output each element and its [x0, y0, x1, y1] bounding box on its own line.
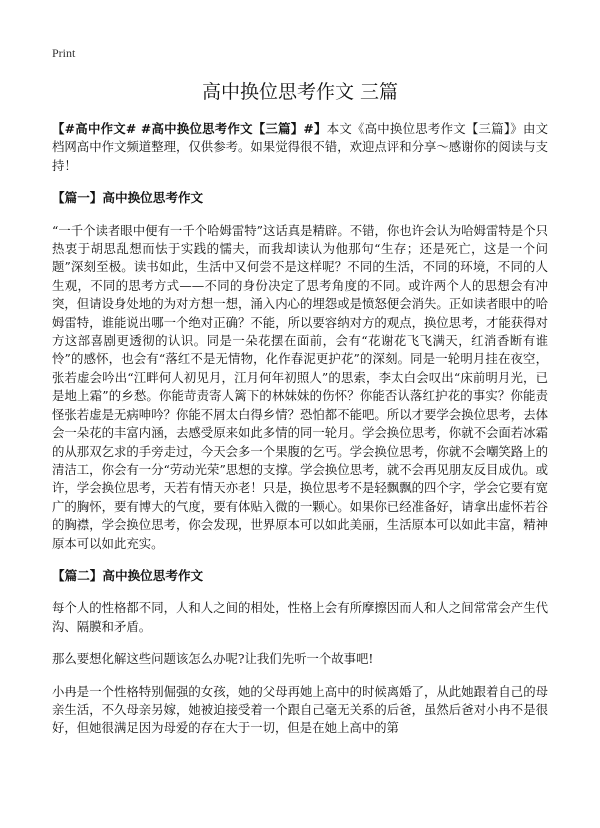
section-2-label: 【篇二】 [52, 567, 103, 583]
section-2-title: 高中换位思考作文 [102, 567, 204, 583]
section-1-body: “一千个读者眼中便有一千个哈姆雷特”这话真是精辟。不错，你也许会认为哈姆雷特是个只热衷于胡思乱想而怯于实践的懦夫，而我却读认为他那句“生存；还是死亡，这是一个问题”深刻至极。读书如此，生活中又何尝不是这样呢？不同的生活，不同的环境，不同的人生观，不同的思考方式——不同的身份决定了思考角度的不同。或许两个人的思想会有冲突，但请设身处地的为对方想一想，涌入内心的埋怨或是愤怒便会消失。正如读者眼中的哈姆雷特，谁能说出哪一个绝对正确？不能，所以要容纳对方的观点，换位思考，才能获得对方这部喜剧更透彻的认识。同是一朵花摆在面前，会有“花谢花飞飞满天，红消香断有谁怜”的感怀，也会有“落红不是无情物，化作春泥更护花”的深刻。同是一轮明月挂在夜空，张若虚会吟出“江畔何人初见月，江月何年初照人”的思索，李太白会叹出“床前明月光，已是地上霜”的乡愁。你能苛责寄人篱下的林妹妹的伤怀？你能否认落红护花的事实？你能责怪张若虚是无病呻吟？你能不屑太白得乡情？恐怕都不能吧。所以才要学会换位思考，去体会一朵花的丰富内涵，去感受原来如此多情的同一轮月。学会换位思考，你就不会面若冰霜的从那双乞求的手旁走过，今天会多一个果腹的乞丐。学会换位思考，你就不会嘲笑路上的清洁工，你会有一分“劳动光荣”思想的支撑。学会换位思考，就不会再见朋友反目成仇。或许，学会换位思考，天若有情天亦老！只是，换位思考不是轻飘飘的四个字，学会它要有宽广的胸怀，要有博大的气度，要有体贴入微的一颗心。如果你已经准备好，请拿出虚怀若谷的胸襟，学会换位思考，你会发现，世界原本可以如此美丽，生活原本可以如此丰富，精神原本可以如此充实。 [52, 222, 548, 551]
intro-text: 本文《高中换位思考作文【三篇】》由文档网高中作文频道整理，仅供参考。如果觉得很不错，欢迎点评和分享～感谢你的阅读与支持！ [52, 121, 549, 173]
intro-tags: 【#高中作文# #高中换位思考作文【三篇】#】 [52, 121, 327, 136]
section-1-title: 高中换位思考作文 [102, 190, 204, 206]
print-label: Print [52, 46, 76, 60]
page-title: 高中换位思考作文 三篇 [201, 81, 399, 103]
section-2-paragraph: 那么要想化解这些问题该怎么办呢?让我们先听一个故事吧! [52, 651, 374, 667]
section-2-paragraph: 小冉是一个性格特别倔强的女孩，她的父母再她上高中的时候离婚了，从此她跟着自己的母亲生活，不久母亲另嫁，她被迫接受着一个跟自己毫无关系的后爸，虽然后爸对小冉不是很好，但她很满足因为母爱的存在大于一切，但是在她上高中的第 [52, 683, 548, 736]
document-body [52, 120, 548, 752]
section-2-paragraph: 每个人的性格都不同，人和人之间的相处，性格上会有所摩擦因而人和人之间常常会产生代沟、隔膜和矛盾。 [52, 600, 548, 634]
section-1-heading [52, 189, 548, 207]
section-2-heading [52, 567, 548, 585]
intro-paragraph [52, 120, 548, 175]
section-1-label: 【篇一】 [52, 190, 103, 206]
